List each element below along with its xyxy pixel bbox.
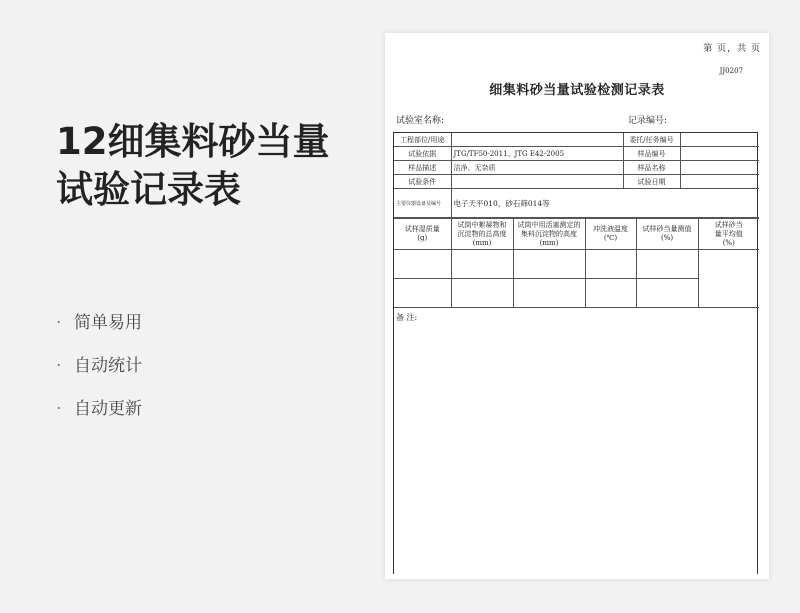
feature-label: 自动更新	[74, 399, 142, 419]
feature-item	[56, 394, 142, 437]
condition-label: 试验条件	[394, 175, 451, 189]
column-header: 试筒中絮凝物和 沉淀物的总高度 (mm)	[451, 219, 513, 250]
table-cell	[585, 250, 636, 279]
sample-no-value	[680, 147, 759, 161]
column-header: 试筒中用活塞测定的 集料沉淀物的高度 (mm)	[513, 219, 585, 250]
basis-label: 试验依据	[394, 147, 451, 161]
bullet-icon: ·	[56, 313, 62, 333]
equipment-value: 电子天平010、砂石筛014等	[451, 189, 759, 218]
desc-value: 洁净、无杂质	[451, 161, 623, 175]
date-label: 试验日期	[623, 175, 680, 189]
column-header: 试样湿质量 (g)	[394, 219, 451, 250]
bullet-icon: ·	[56, 356, 62, 376]
table-header-row	[394, 219, 759, 250]
promo-title-line-1: 12细集料砂当量	[56, 120, 330, 163]
commission-value	[680, 133, 759, 147]
table-row	[394, 133, 759, 147]
sample-no-label: 样品编号	[623, 147, 680, 161]
project-label: 工程部位/用途	[394, 133, 451, 147]
page-info: 第 页，共 页	[703, 44, 761, 54]
table-cell	[394, 250, 451, 279]
lab-name-label: 试验室名称:	[396, 116, 445, 126]
table-cell	[513, 250, 585, 279]
basis-value: JTG/TF50-2011、JTG E42-2005	[451, 147, 623, 161]
record-no-label: 记录编号:	[628, 116, 668, 126]
form-frame	[393, 132, 758, 574]
promo-title	[56, 118, 366, 214]
table-row	[394, 147, 759, 161]
project-value	[451, 133, 623, 147]
remark-label: 备 注:	[396, 313, 418, 322]
table-cell	[451, 250, 513, 279]
column-header: 试样砂当量测值 (%)	[636, 219, 698, 250]
form-code: JJ0207	[719, 67, 743, 75]
feature-label: 自动统计	[74, 356, 142, 376]
record-sheet	[385, 33, 769, 579]
feature-item	[56, 308, 142, 351]
equipment-label: 主要仪器设备及编号	[394, 189, 451, 218]
promo-title-line-2: 试验记录表	[56, 168, 241, 211]
table-cell	[394, 279, 451, 308]
feature-list	[56, 308, 142, 437]
column-header: 试样砂当 量平均值 (%)	[698, 219, 759, 250]
table-row	[394, 189, 759, 218]
bullet-icon: ·	[56, 399, 62, 419]
feature-item	[56, 351, 142, 394]
table-row	[394, 161, 759, 175]
sheet-title: 细集料砂当量试验检测记录表	[489, 83, 665, 98]
table-cell	[451, 279, 513, 308]
table-row	[394, 250, 759, 279]
average-cell	[698, 250, 759, 308]
column-header: 冲洗液温度 (℃)	[585, 219, 636, 250]
table-cell	[585, 279, 636, 308]
desc-label: 样品描述	[394, 161, 451, 175]
info-table	[394, 133, 759, 218]
condition-value	[451, 175, 623, 189]
table-row	[394, 175, 759, 189]
feature-label: 简单易用	[74, 313, 142, 333]
measurement-table	[394, 218, 759, 308]
table-cell	[636, 279, 698, 308]
sample-name-value	[680, 161, 759, 175]
date-value	[680, 175, 759, 189]
table-cell	[636, 250, 698, 279]
commission-label: 委托/任务编号	[623, 133, 680, 147]
table-cell	[513, 279, 585, 308]
sample-name-label: 样品名称	[623, 161, 680, 175]
